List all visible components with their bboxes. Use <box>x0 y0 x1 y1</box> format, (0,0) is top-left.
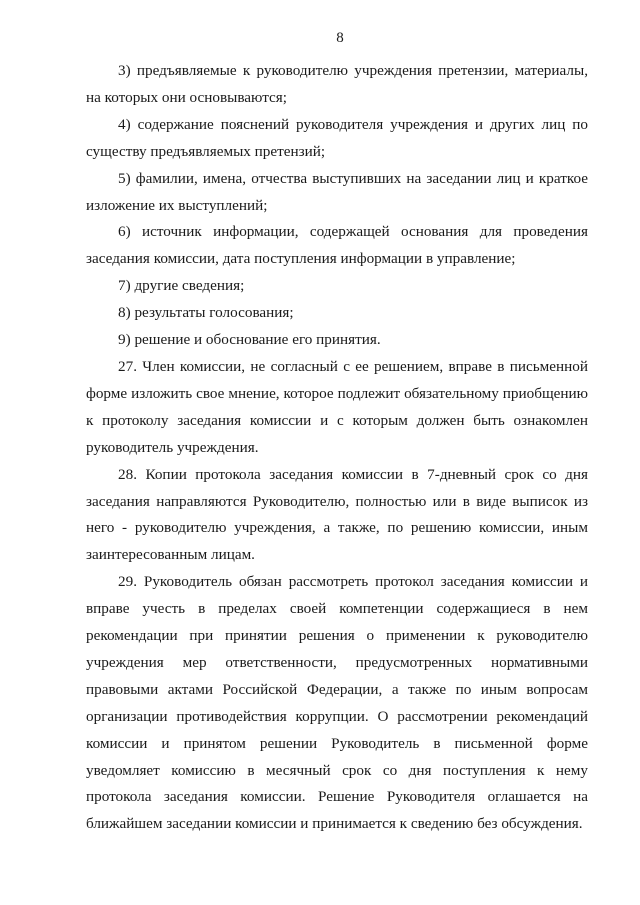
clause-28: 28. Копии протокола заседания комиссии в 7-дневный срок со дня заседания направляются Руководителю, полностью или в виде выписок из него - руководителю учреждения, а также, по решению комиссии, иным заинтересованным лицам. <box>86 465 588 564</box>
list-item-4: 4) содержание пояснений руководителя учреждения и других лиц по существу предъявляемых претензий; <box>86 115 588 160</box>
document-body <box>86 58 588 838</box>
clause-29: 29. Руководитель обязан рассмотреть протокол заседания комиссии и вправе учесть в пределах своей компетенции содержащиеся в нем рекомендации при принятии решения о применении к руководителю учреждения мер ответственности, предусмотренных нормативными правовыми актами Российской Федерации, а также по иным вопросам организации противодействия коррупции. О рассмотрении рекомендаций комиссии и принятом решении Руководитель в письменной форме уведомляет комиссию в месячный срок со дня поступления к нему протокола заседания комиссии. Решение Руководителя оглашается на ближайшем заседании комиссии и принимается к сведению без обсуждения. <box>86 573 588 833</box>
list-item-9: 9) решение и обоснование его принятия. <box>118 331 381 349</box>
list-item-5: 5) фамилии, имена, отчества выступивших на заседании лиц и краткое изложение их выступлений; <box>86 169 588 214</box>
clause-27: 27. Член комиссии, не согласный с ее решением, вправе в письменной форме изложить свое мнение, которое подлежит обязательному приобщению к протоколу заседания комиссии и с которым должен быть ознакомлен руководитель учреждения. <box>86 357 588 456</box>
list-item-3: 3) предъявляемые к руководителю учреждения претензии, материалы, на которых они основываются; <box>86 62 588 106</box>
list-item-7: 7) другие сведения; <box>118 277 245 295</box>
page-number: 8 <box>336 30 344 46</box>
list-item-8: 8) результаты голосования; <box>118 304 294 322</box>
list-item-6: 6) источник информации, содержащей основания для проведения заседания комиссии, дата поступления информации в управление; <box>86 223 588 268</box>
